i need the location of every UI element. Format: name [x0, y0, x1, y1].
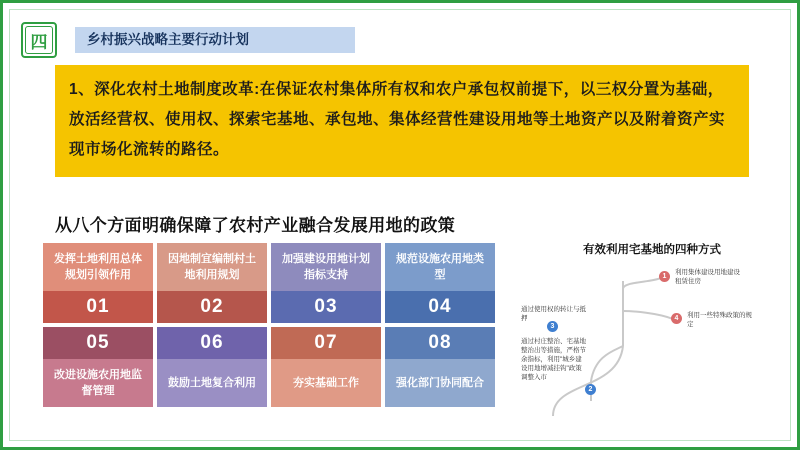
- policy-card: [157, 243, 267, 323]
- policy-card-number: 05: [43, 327, 153, 359]
- logo-icon: [21, 22, 57, 58]
- tree-diagram: [523, 241, 773, 431]
- policy-card-number: 03: [271, 291, 381, 323]
- policy-card-number: 01: [43, 291, 153, 323]
- policy-card: [43, 327, 153, 407]
- policy-card-text: 规范设施农用地类型: [385, 243, 495, 291]
- section-heading: 从八个方面明确保障了农村产业融合发展用地的政策: [55, 216, 456, 235]
- policy-card-text: 夯实基础工作: [271, 359, 381, 407]
- policy-card-number: 06: [157, 327, 267, 359]
- diagram-node-4-label: 利用一些特殊政策的规定: [687, 312, 752, 328]
- diagram-node-2-label: 通过村庄整治、宅基地整治出等措施，严格节余指标，利用"城乡建设用地增减挂钩"政策调整入市: [521, 338, 586, 381]
- policy-card-text: 因地制宜编制村土地利用规划: [157, 243, 267, 291]
- diagram-node-1: 1: [659, 271, 670, 282]
- policy-card-number: 07: [271, 327, 381, 359]
- policy-card: [385, 243, 495, 323]
- policy-card-number: 08: [385, 327, 495, 359]
- callout-box: 1、深化农村土地制度改革:在保证农村集体所有权和农户承包权前提下，以三权分置为基础，放活经营权、使用权、探索宅基地、承包地、集体经营性建设用地等土地资产以及附着资产实现市场化流转的路径。: [55, 65, 749, 177]
- policy-card-number: 04: [385, 291, 495, 323]
- policy-card-text: 鼓励土地复合利用: [157, 359, 267, 407]
- diagram-node-3: 3: [547, 321, 558, 332]
- diagram-node-3-label: 通过使用权的转让与抵押: [521, 306, 586, 322]
- policy-card-text: 发挥土地利用总体规划引领作用: [43, 243, 153, 291]
- policy-card-text: 强化部门协同配合: [385, 359, 495, 407]
- diagram-title: 有效利用宅基地的四种方式: [583, 244, 721, 256]
- policy-card: [385, 327, 495, 407]
- logo-character: 四: [25, 26, 53, 54]
- policy-card: [271, 327, 381, 407]
- page-title: 乡村振兴战略主要行动计划: [75, 27, 355, 53]
- policy-card: [157, 327, 267, 407]
- policy-card-text: 加强建设用地计划指标支持: [271, 243, 381, 291]
- policy-card-text: 改进设施农用地监督管理: [43, 359, 153, 407]
- policy-cards-grid: [43, 243, 503, 407]
- diagram-node-1-label: 利用集体建设用地建设租赁住房: [675, 269, 740, 285]
- policy-card-number: 02: [157, 291, 267, 323]
- policy-card: [43, 243, 153, 323]
- diagram-node-2: 2: [585, 384, 596, 395]
- policy-card: [271, 243, 381, 323]
- slide-header: [21, 21, 355, 59]
- diagram-node-4: 4: [671, 313, 682, 324]
